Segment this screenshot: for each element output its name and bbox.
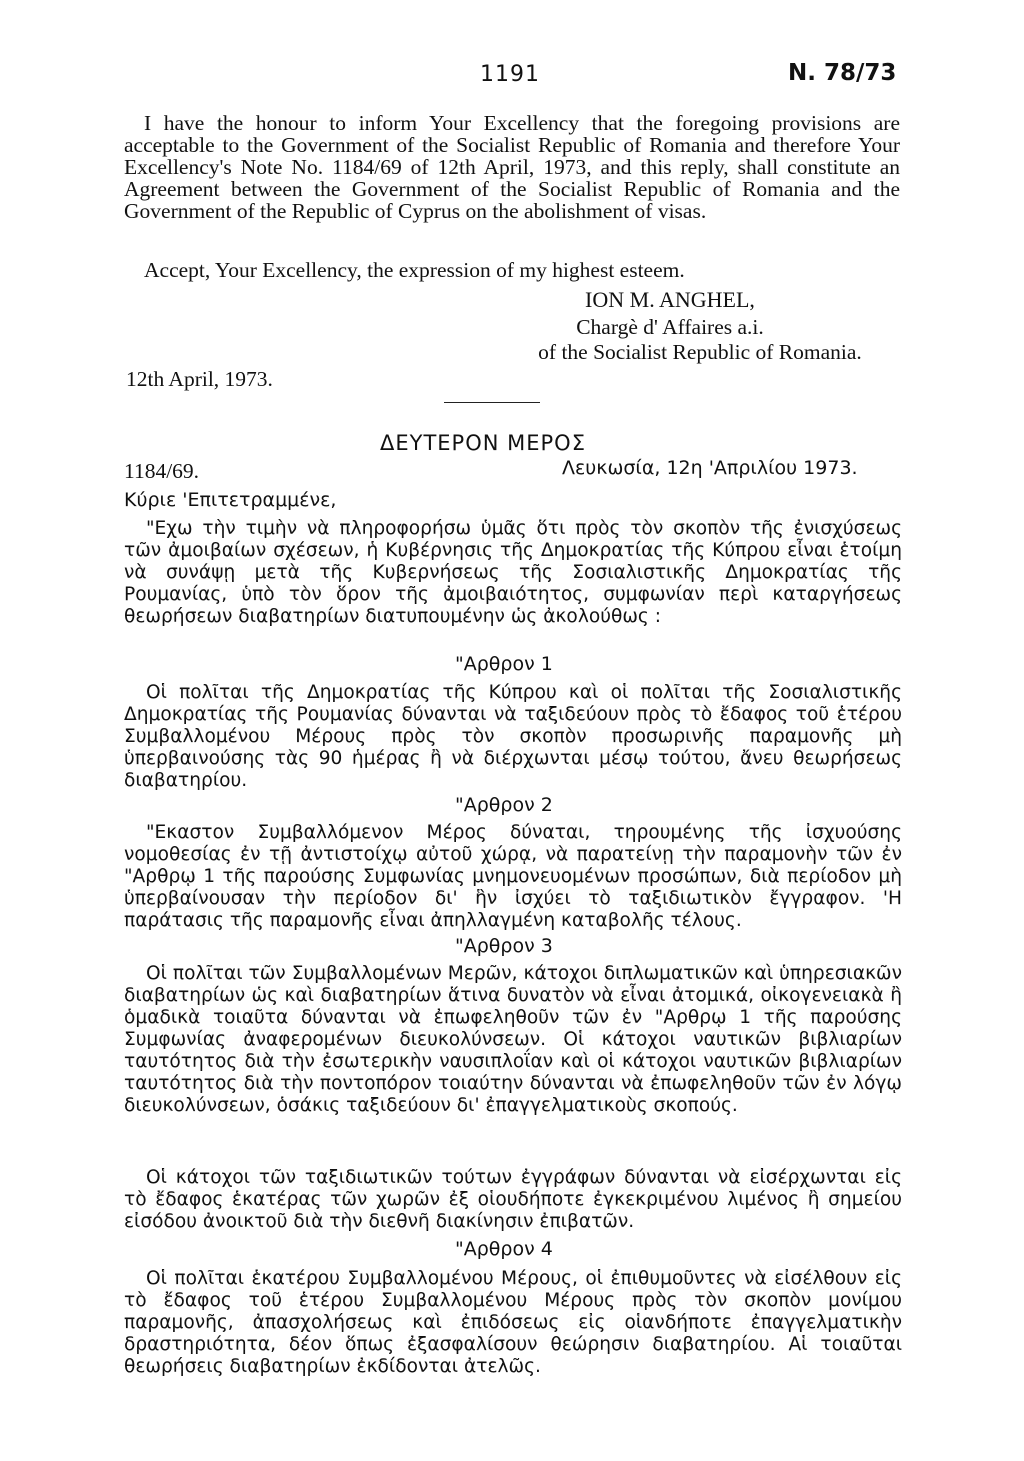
article-3-text: Οἱ πολῖται τῶν Συμβαλλομένων Μερῶν, κάτοχοι διπλωματικῶν καὶ ὑπηρεσιακῶν διαβατηρίων ὡς καὶ διαβατηρίων ἅτινα δυνατὸν νὰ εἶναι ἀτομικά, οἰκογενειακὰ ἢ ὁμαδικὰ τοιαῦτα δύνανται νὰ ἐπωφεληθοῦν τῶν ἐν "Αρθρῳ 1 τῆς παρούσης Συμφωνίας ἀναφερομένων διευκολύνσεων. Οἱ κάτοχοι ναυτικῶν βιβλιαρίων ταυτότητος διὰ τὴν ἐσωτερικὴν ναυσιπλοΐαν καὶ οἱ κάτοχοι ναυτικῶν βιβλιαρίων ταυτότητος διὰ τὴν ποντοπόρον τοιαύτην δύνανται νὰ ἐπωφεληθοῦν τῶν ἐν λόγῳ διευκολύνσεων, ὁσάκις ταξιδεύουν δι' ἐπαγγελματικοὺς σκοπούς. [124,963,902,1116]
signatory-title: Chargè d' Affaires a.i. [576,315,764,339]
english-date: 12th April, 1973. [126,367,273,391]
note-reference: 1184/69. [124,459,200,483]
signatory-org: of the Socialist Republic of Romania. [538,340,862,364]
article-3-text-2: Οἱ κάτοχοι τῶν ταξιδιωτικῶν τούτων ἐγγράφων δύνανται νὰ εἰσέρχωνται εἰς τὸ ἔδαφος ἑκατέρας τῶν χωρῶν ἐξ οἱουδήποτε ἐγκεκριμένου λιμένος ἢ σημείου εἰσόδου ἀνοικτοῦ διὰ τὴν διεθνῆ διακίνησιν ἐπιβατῶν. [124,1167,902,1232]
article-3-title: "Αρθρον 3 [455,935,553,957]
article-1-text: Οἱ πολῖται τῆς Δημοκρατίας τῆς Κύπρου καὶ οἱ πολῖται τῆς Σοσιαλιστικῆς Δημοκρατίας τῆς Ρουμανίας δύνανται νὰ ταξιδεύουν πρὸς τὸ ἔδαφος τοῦ ἑτέρου Συμβαλλομένου Μέρους πρὸς τὸν σκοπὸν προσωρινῆς παραμονῆς μὴ ὑπερβαινούσης τὰς 90 ἡμέρας ἢ νὰ διέρχωνται μέσῳ τούτου, ἄνευ θεωρήσεως διαβατηρίου. [124,682,902,791]
english-closing: Accept, Your Excellency, the expression of my highest esteem. [144,258,685,282]
article-4-title: "Αρθρον 4 [455,1238,553,1260]
page-number: 1191 [480,62,540,87]
law-number: N. 78/73 [788,60,897,86]
greek-place-date: Λευκωσία, 12η 'Απριλίου 1973. [562,457,858,479]
article-2-text: "Εκαστον Συμβαλλόμενον Μέρος δύναται, τηρουμένης τῆς ἰσχυούσης νομοθεσίας ἐν τῇ ἀντιστοίχῳ αὐτοῦ χώρᾳ, νὰ παρατείνῃ τὴν παραμονὴν τῶν ἐν "Αρθρῳ 1 τῆς παρούσης Συμφωνίας μνημονευομένων προσώπων, διὰ περίοδον μὴ ὑπερβαίνουσαν τὴν περίοδον δι' ἣν ἰσχύει τὸ ταξιδιωτικὸν ἔγγραφον. 'Η παράτασις τῆς παραμονῆς εἶναι ἀπηλλαγμένη καταβολῆς τέλους. [124,822,902,931]
greek-intro: "Εχω τὴν τιμὴν νὰ πληροφορήσω ὑμᾶς ὅτι πρὸς τὸν σκοπὸν τῆς ἐνισχύσεως τῶν ἀμοιβαίων σχέσεων, ἡ Κυβέρνησις τῆς Δημοκρατίας τῆς Κύπρου εἶναι ἑτοίμη νὰ συνάψῃ μετὰ τῆς Κυβερνήσεως τῆς Σοσιαλιστικῆς Δημοκρατίας τῆς Ρουμανίας, ὑπὸ τὸν ὅρον τῆς ἀμοιβαιότητος, συμφωνίαν περὶ καταργήσεως θεωρήσεων διαβατηρίων διατυπουμένην ὡς ἀκολούθως : [124,518,902,627]
article-2-title: "Αρθρον 2 [455,794,553,816]
part-title: ΔΕΥΤΕΡΟΝ ΜΕΡΟΣ [380,431,586,455]
article-4-text: Οἱ πολῖται ἑκατέρου Συμβαλλομένου Μέρους, οἱ ἐπιθυμοῦντες νὰ εἰσέλθουν εἰς τὸ ἔδαφος τοῦ ἑτέρου Συμβαλλομένου Μέρους πρὸς τὸν σκοπὸν μονίμου παραμονῆς, ἀπασχολήσεως καὶ ἐπιδόσεως εἰς οἱανδήποτε ἐπαγγελματικὴν δραστηριότητα, δέον ὅπως ἐξασφαλίσουν θεώρησιν διαβατηρίου. Αἱ τοιαῦται θεωρήσεις διαβατηρίων ἐκδίδονται ἀτελῶς. [124,1268,902,1377]
english-paragraph: I have the honour to inform Your Excellency that the foregoing provisions are acceptable to the Government of the Socialist Republic of Romania and therefore Your Excellency's Note No. 1184/69 of 12th April, 1973, and this reply, shall constitute an Agreement between the Government of the Socialist Republic of Romania and the Government of the Republic of Cyprus on the abolishment of visas. [124,111,900,223]
greek-salutation: Κύριε 'Επιτετραμμένε, [124,489,337,511]
section-divider [444,402,540,403]
signatory-name: ION M. ANGHEL, [585,287,755,312]
article-1-title: "Αρθρον 1 [455,653,553,675]
